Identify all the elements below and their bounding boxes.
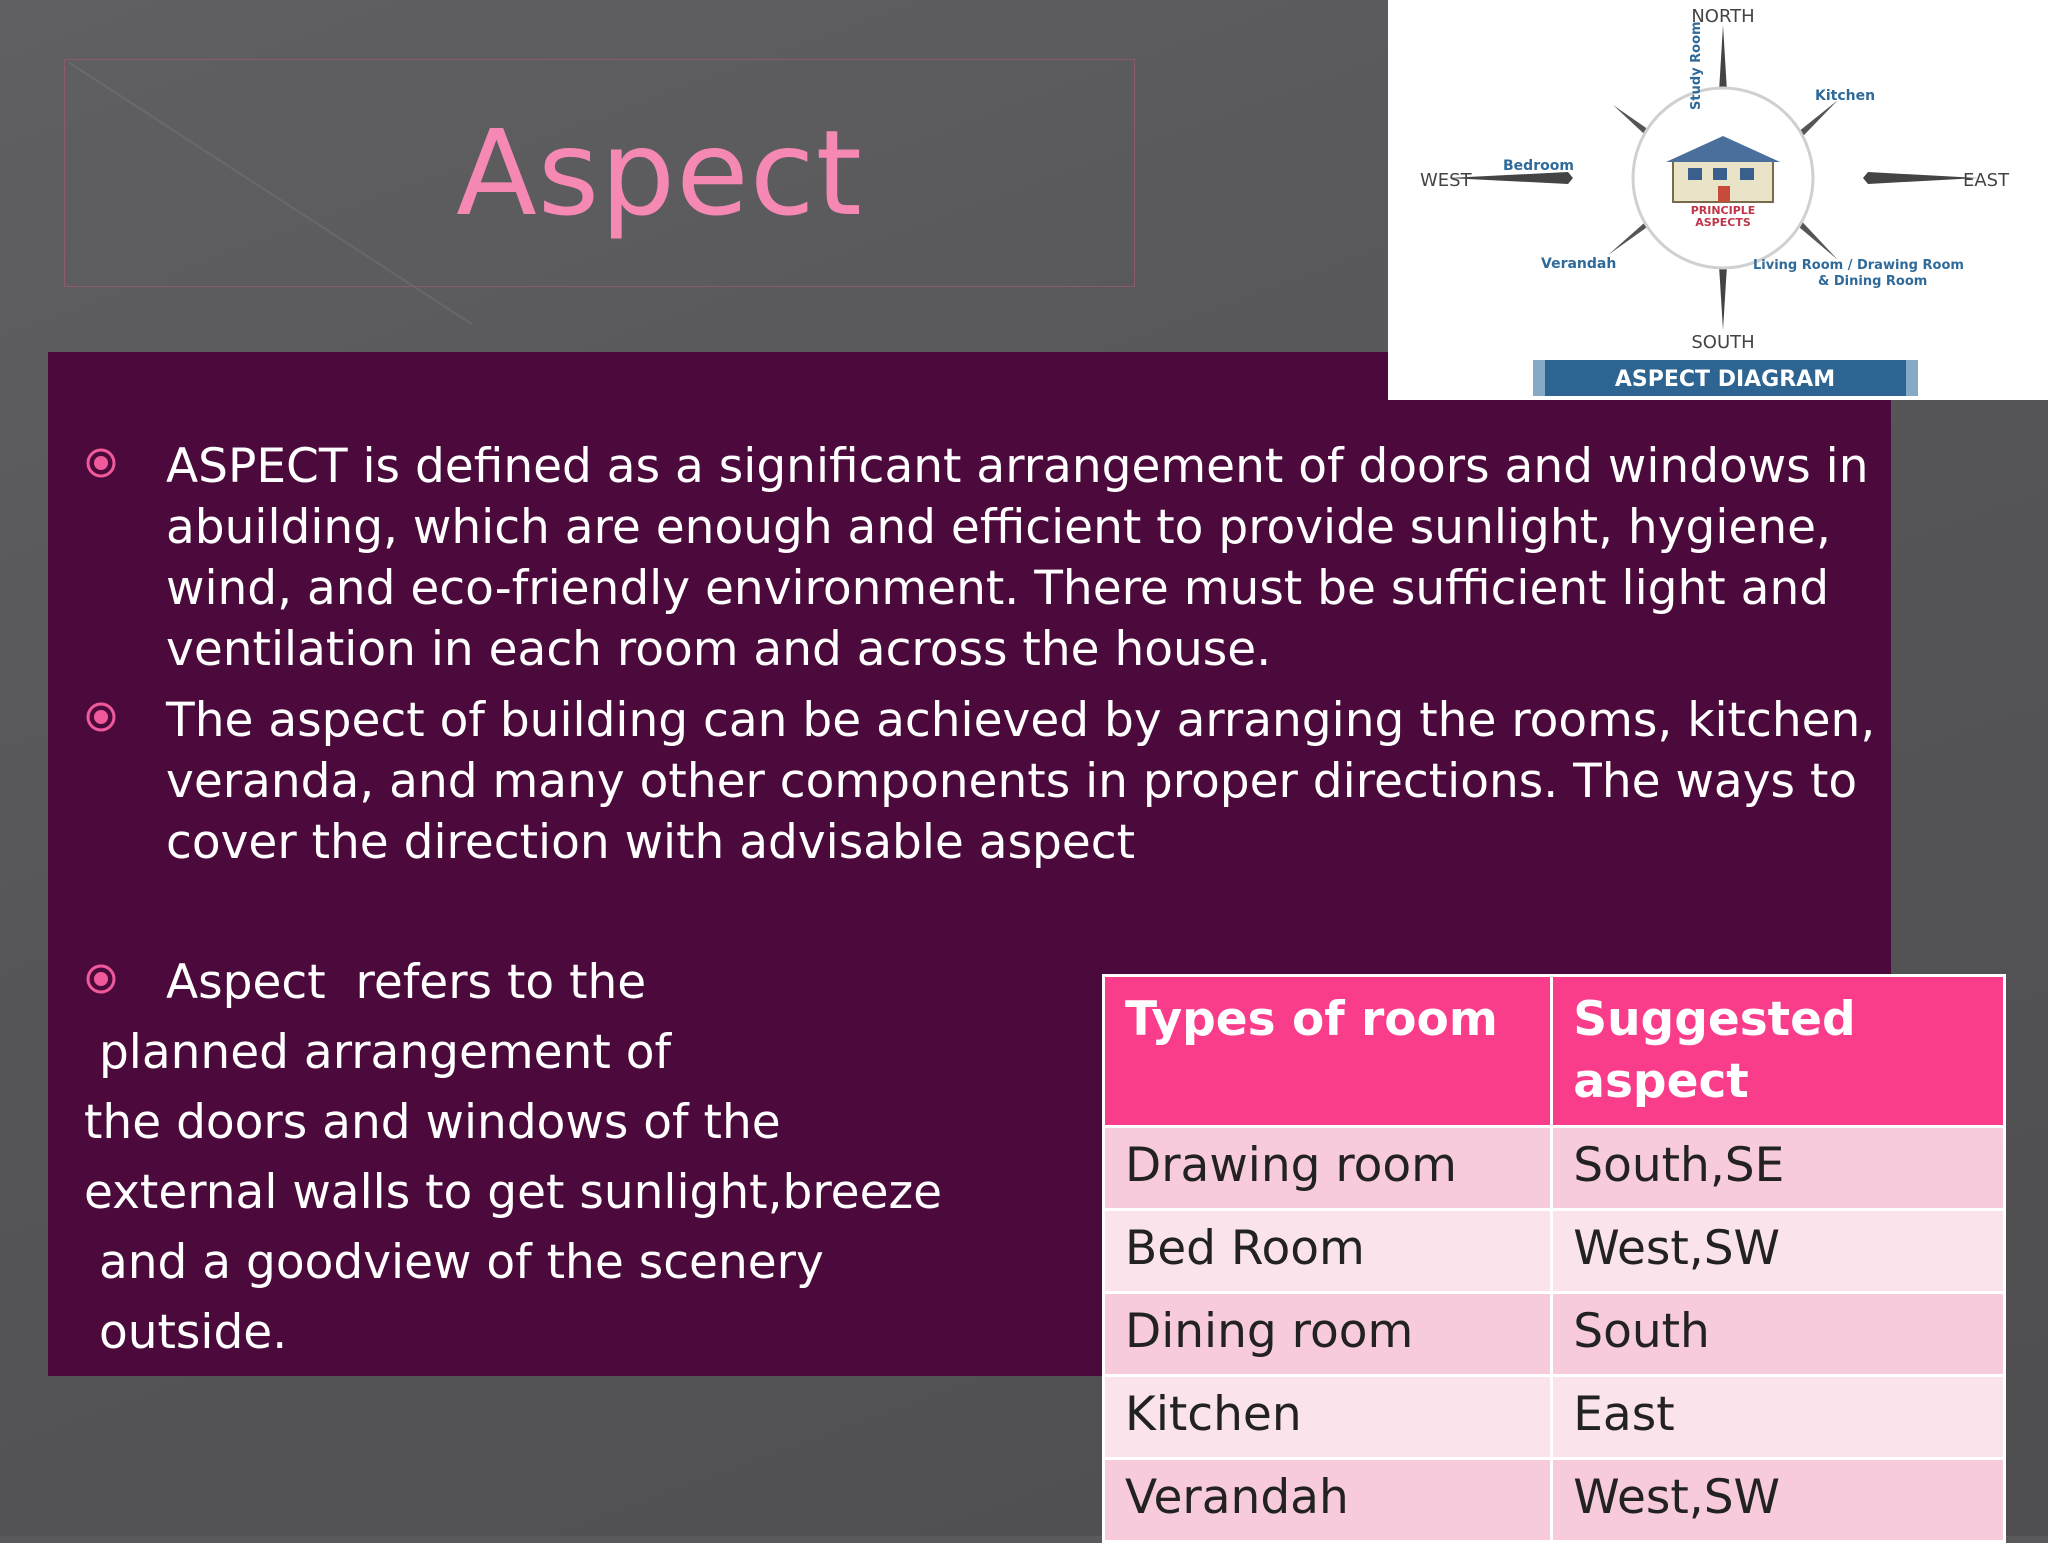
bullet-text-achievement: The aspect of building can be achieved by arranging the rooms, kitchen, veranda, and many other components in proper directions. The ways to cover the direction with advisable aspect bbox=[166, 693, 1876, 870]
table-row bbox=[1104, 1210, 2005, 1293]
table-cell: Bed Room bbox=[1104, 1210, 1552, 1293]
aspect-diagram bbox=[1388, 0, 2048, 400]
study-room-label: Study Room bbox=[1689, 21, 1704, 110]
bullet-text-line: external walls to get sunlight,breeze bbox=[84, 1165, 943, 1220]
slide-title: Aspect bbox=[456, 104, 863, 242]
bullet-text-line: planned arrangement of bbox=[84, 1025, 672, 1080]
table-header-row bbox=[1104, 976, 2005, 1127]
bullet-text-line: and a goodview of the scenery bbox=[84, 1235, 824, 1290]
bullet-text-definition: ASPECT is defined as a significant arrangement of doors and windows in abuilding, which are enough and efficient to provide sunlight, hygiene, wind, and eco-friendly environment. There must be sufficient light and ventilation in each room and across the house. bbox=[166, 439, 1869, 677]
west-label: WEST bbox=[1420, 170, 1472, 191]
bullet-icon bbox=[84, 446, 118, 480]
center-label: ASPECTS bbox=[1695, 216, 1751, 229]
table-cell: Kitchen bbox=[1104, 1376, 1552, 1459]
table-cell: West,SW bbox=[1552, 1210, 2005, 1293]
table-cell: Dining room bbox=[1104, 1293, 1552, 1376]
bullet-text-line: Aspect refers to the bbox=[166, 955, 647, 1010]
verandah-label: Verandah bbox=[1541, 256, 1617, 272]
room-aspect-table bbox=[1102, 974, 2006, 1543]
bullet-text-line: the doors and windows of the bbox=[84, 1095, 781, 1150]
table-cell: East bbox=[1552, 1376, 2005, 1459]
table-cell: Verandah bbox=[1104, 1459, 1552, 1542]
dining-room-label: & Dining Room bbox=[1818, 274, 1928, 289]
table-row bbox=[1104, 1459, 2005, 1542]
table-cell: West,SW bbox=[1552, 1459, 2005, 1542]
bullet-icon bbox=[84, 700, 118, 734]
bullet-icon bbox=[84, 962, 118, 996]
east-label: EAST bbox=[1963, 170, 2010, 191]
table-row bbox=[1104, 1127, 2005, 1210]
table-cell: Drawing room bbox=[1104, 1127, 1552, 1210]
center-label: PRINCIPLE bbox=[1690, 204, 1756, 217]
diagram-banner-text: ASPECT DIAGRAM bbox=[1614, 367, 1836, 392]
title-frame bbox=[64, 59, 1135, 287]
table-header-cell: Suggested aspect bbox=[1552, 976, 2005, 1127]
living-room-label: Living Room / Drawing Room bbox=[1753, 258, 1964, 273]
table-cell: South bbox=[1552, 1293, 2005, 1376]
table-row bbox=[1104, 1376, 2005, 1459]
bullet-text-line: outside. bbox=[84, 1305, 288, 1360]
table-header-cell: Types of room bbox=[1104, 976, 1552, 1127]
table-cell: South,SE bbox=[1552, 1127, 2005, 1210]
kitchen-label: Kitchen bbox=[1815, 88, 1876, 104]
south-label: SOUTH bbox=[1691, 332, 1755, 353]
north-label: NORTH bbox=[1691, 6, 1755, 27]
table-row bbox=[1104, 1293, 2005, 1376]
bedroom-label: Bedroom bbox=[1503, 158, 1574, 174]
